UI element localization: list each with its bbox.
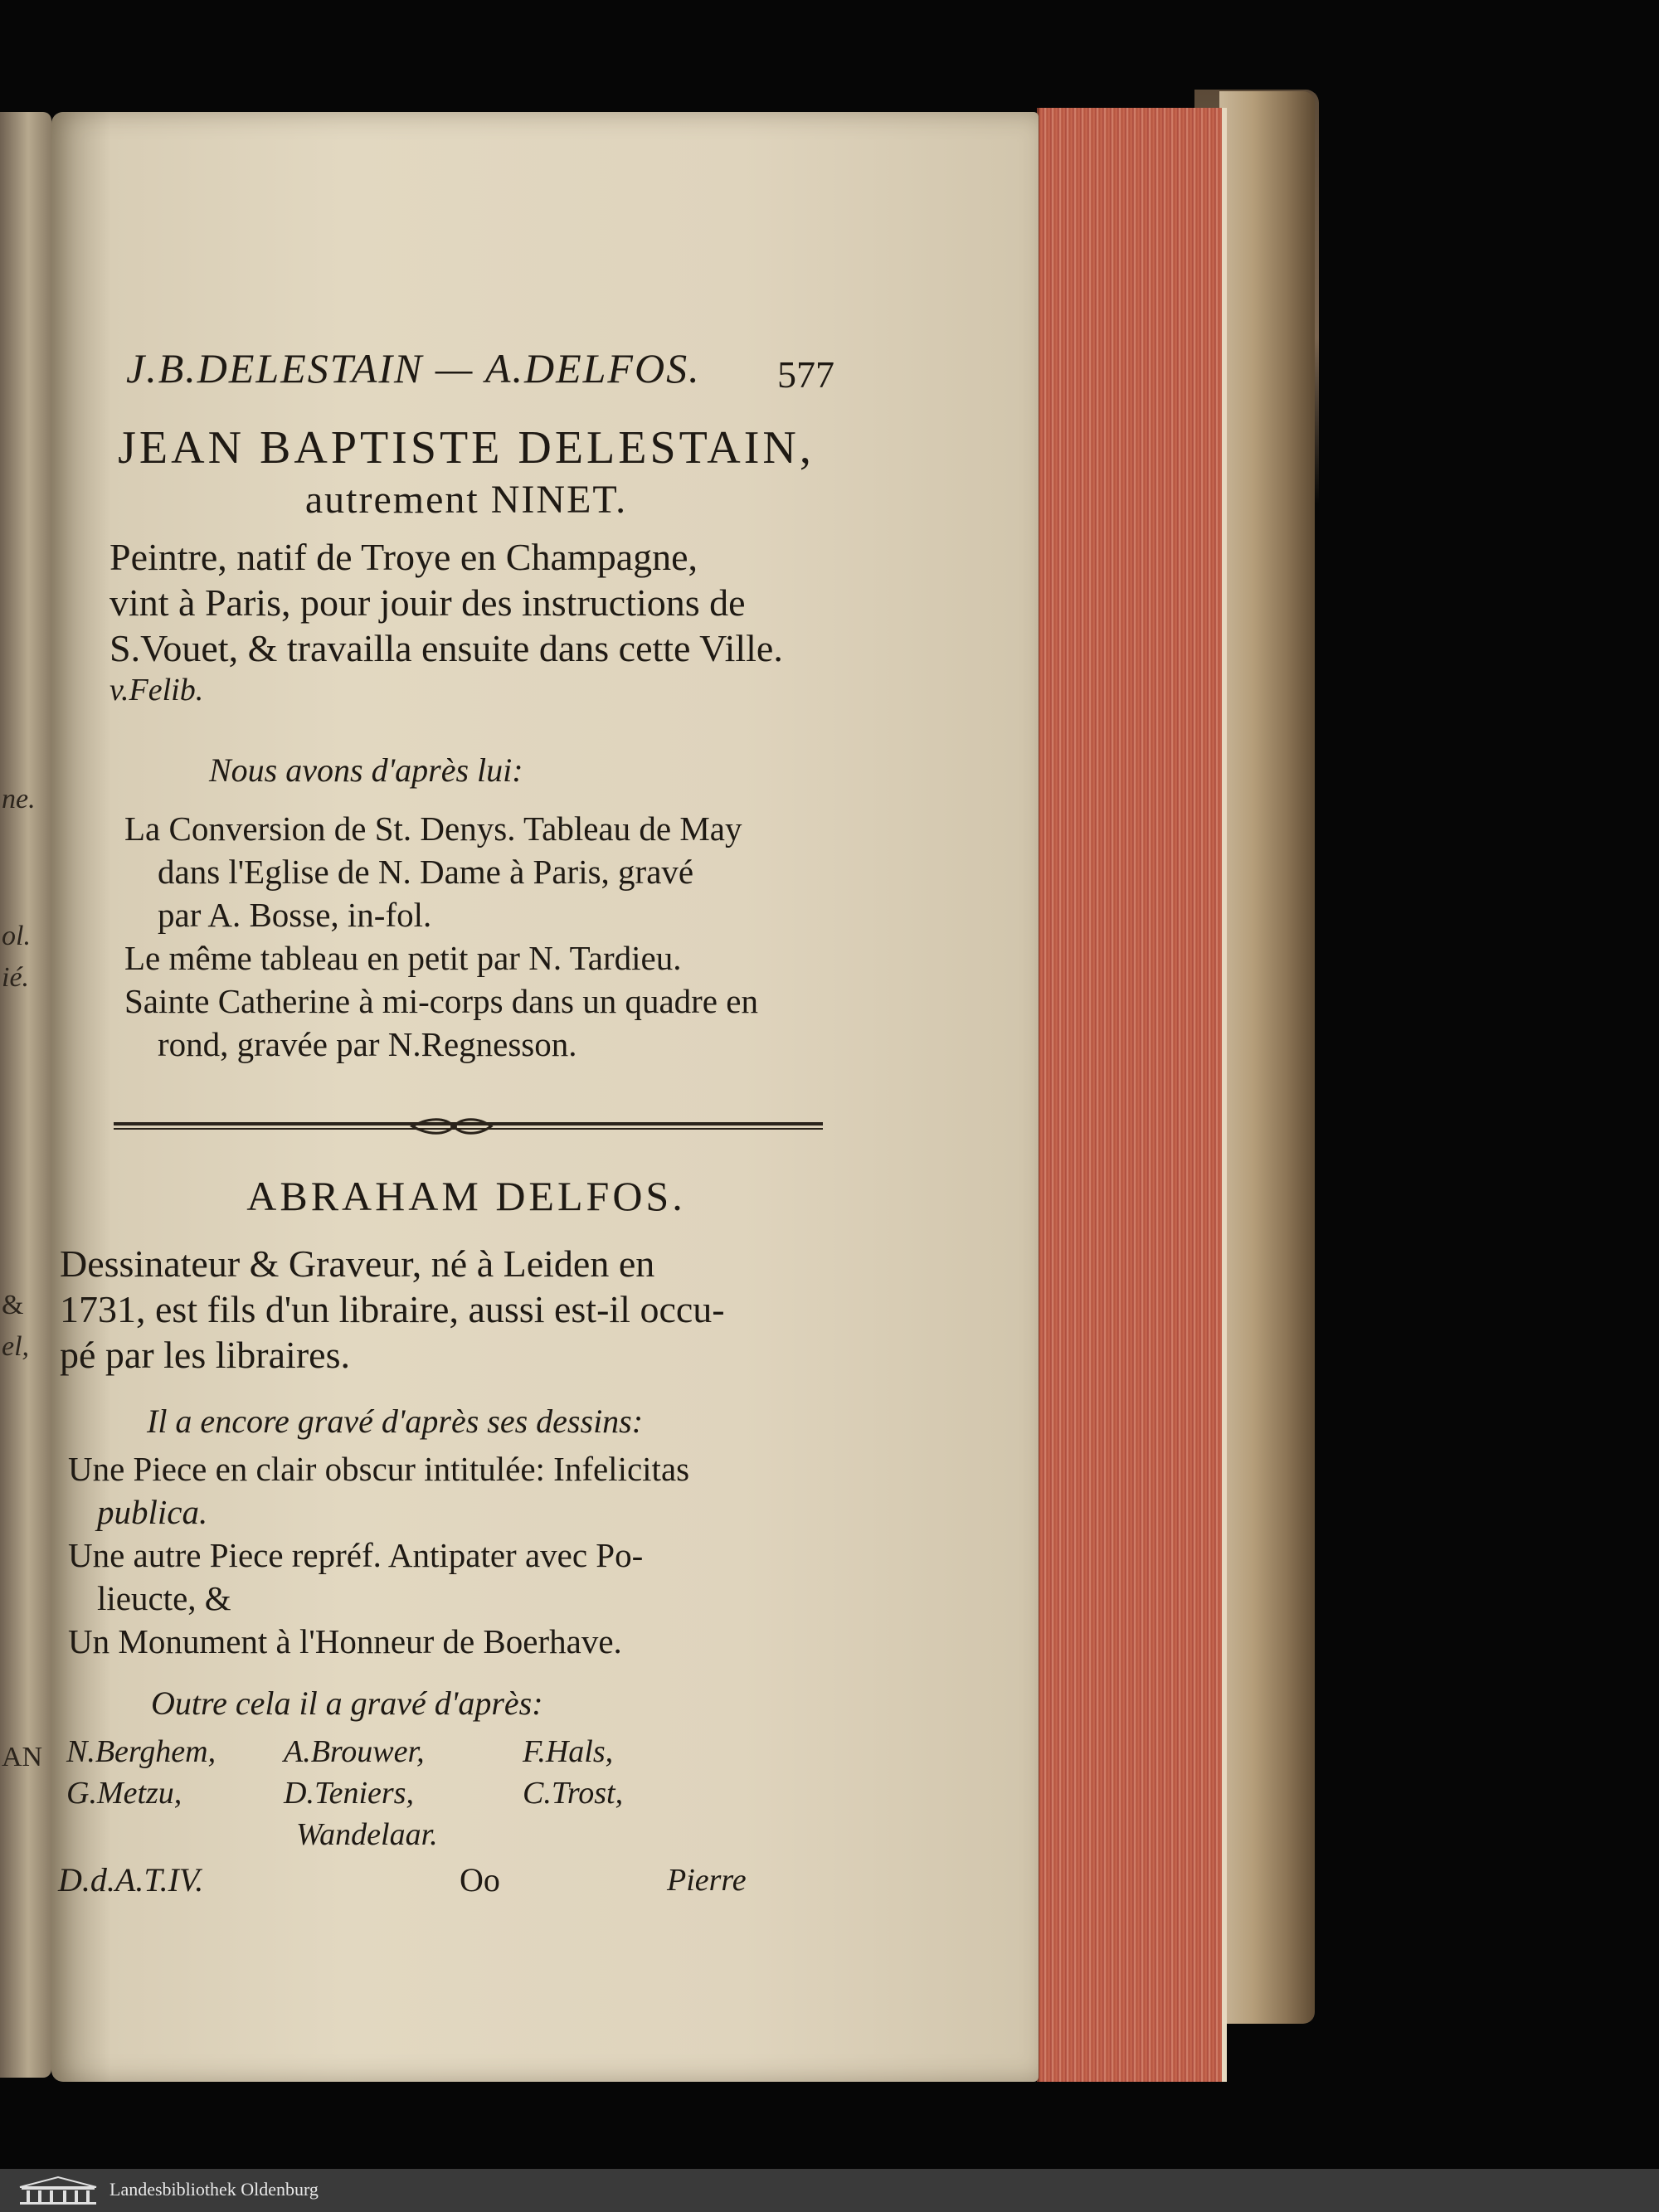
- engraver-name: D.Teniers,: [284, 1776, 414, 1811]
- entry1-alias: autrement NINET.: [304, 478, 628, 522]
- engraver-name: N.Berghem,: [66, 1734, 216, 1769]
- page-number: 577: [777, 353, 834, 396]
- margin-fragment: ne.: [2, 784, 36, 814]
- entry1-work-line: Le même tableau en petit par N. Tardieu.: [124, 939, 682, 977]
- catchword: Pierre: [667, 1863, 747, 1898]
- entry2-after-heading: Outre cela il a gravé d'après:: [151, 1685, 543, 1722]
- entry1-work-line: par A. Bosse, in-fol.: [158, 896, 432, 934]
- margin-fragment: &: [2, 1290, 24, 1320]
- entry2-work-line: lieucte, &: [97, 1579, 231, 1617]
- engraver-name: C.Trost,: [523, 1776, 624, 1811]
- footer-institution-name: Landesbibliothek Oldenburg: [109, 2179, 319, 2200]
- book-cover: [1219, 91, 1315, 2024]
- entry2-work-line: Un Monument à l'Honneur de Boerhave.: [68, 1622, 622, 1660]
- entry1-work-line: Sainte Catherine à mi-corps dans un quadre en: [124, 982, 758, 1020]
- signature-gathering: Oo: [460, 1861, 500, 1898]
- footer-bar: [0, 2169, 1659, 2212]
- entry1-work-line: rond, gravée par N.Regnesson.: [158, 1025, 577, 1063]
- entry2-work-line: publica.: [97, 1493, 208, 1531]
- margin-fragment: ié.: [2, 962, 30, 993]
- entry1-works-heading: Nous avons d'après lui:: [209, 751, 523, 789]
- left-page: [0, 112, 51, 2078]
- running-head: J.B.DELESTAIN — A.DELFOS.: [126, 345, 701, 391]
- library-building-icon: [17, 2176, 100, 2205]
- margin-fragment: ol.: [2, 921, 31, 951]
- entry1-bio-line: vint à Paris, pour jouir des instructions de: [109, 581, 746, 624]
- margin-fragment: AN: [2, 1742, 43, 1772]
- entry1-bio-line: S.Vouet, & travailla ensuite dans cette Ville.: [109, 627, 783, 669]
- entry1-name: JEAN BAPTISTE DELESTAIN,: [118, 422, 815, 474]
- entry1-bio-line: v.Felib.: [109, 673, 204, 707]
- engraver-name: A.Brouwer,: [284, 1734, 425, 1769]
- signature-mark: D.d.A.T.IV.: [58, 1861, 204, 1898]
- entry2-bio-line: 1731, est fils d'un libraire, aussi est-il occu-: [60, 1288, 725, 1330]
- engraver-name: Wandelaar.: [296, 1817, 438, 1852]
- ornamental-divider: [114, 1117, 823, 1135]
- entry1-bio-line: Peintre, natif de Troye en Champagne,: [109, 536, 698, 578]
- entry1-work-line: dans l'Eglise de N. Dame à Paris, gravé: [158, 853, 694, 891]
- entry2-name: ABRAHAM DELFOS.: [246, 1173, 686, 1219]
- engraver-name: G.Metzu,: [66, 1776, 182, 1811]
- book-page: [51, 112, 1039, 2082]
- entry1-work-line: La Conversion de St. Denys. Tableau de May: [124, 809, 742, 848]
- entry2-works-heading: Il a encore gravé d'après ses dessins:: [147, 1403, 644, 1440]
- entry2-work-line: Une Piece en clair obscur intitulée: Infelicitas: [68, 1450, 690, 1488]
- entry2-work-line: Une autre Piece repréf. Antipater avec Po-: [68, 1536, 644, 1574]
- page-edges: [1037, 108, 1227, 2082]
- entry2-bio-line: pé par les libraires.: [60, 1334, 350, 1376]
- engraver-name: F.Hals,: [523, 1734, 614, 1769]
- margin-fragment: el,: [2, 1331, 30, 1362]
- entry2-bio-line: Dessinateur & Graveur, né à Leiden en: [60, 1242, 655, 1285]
